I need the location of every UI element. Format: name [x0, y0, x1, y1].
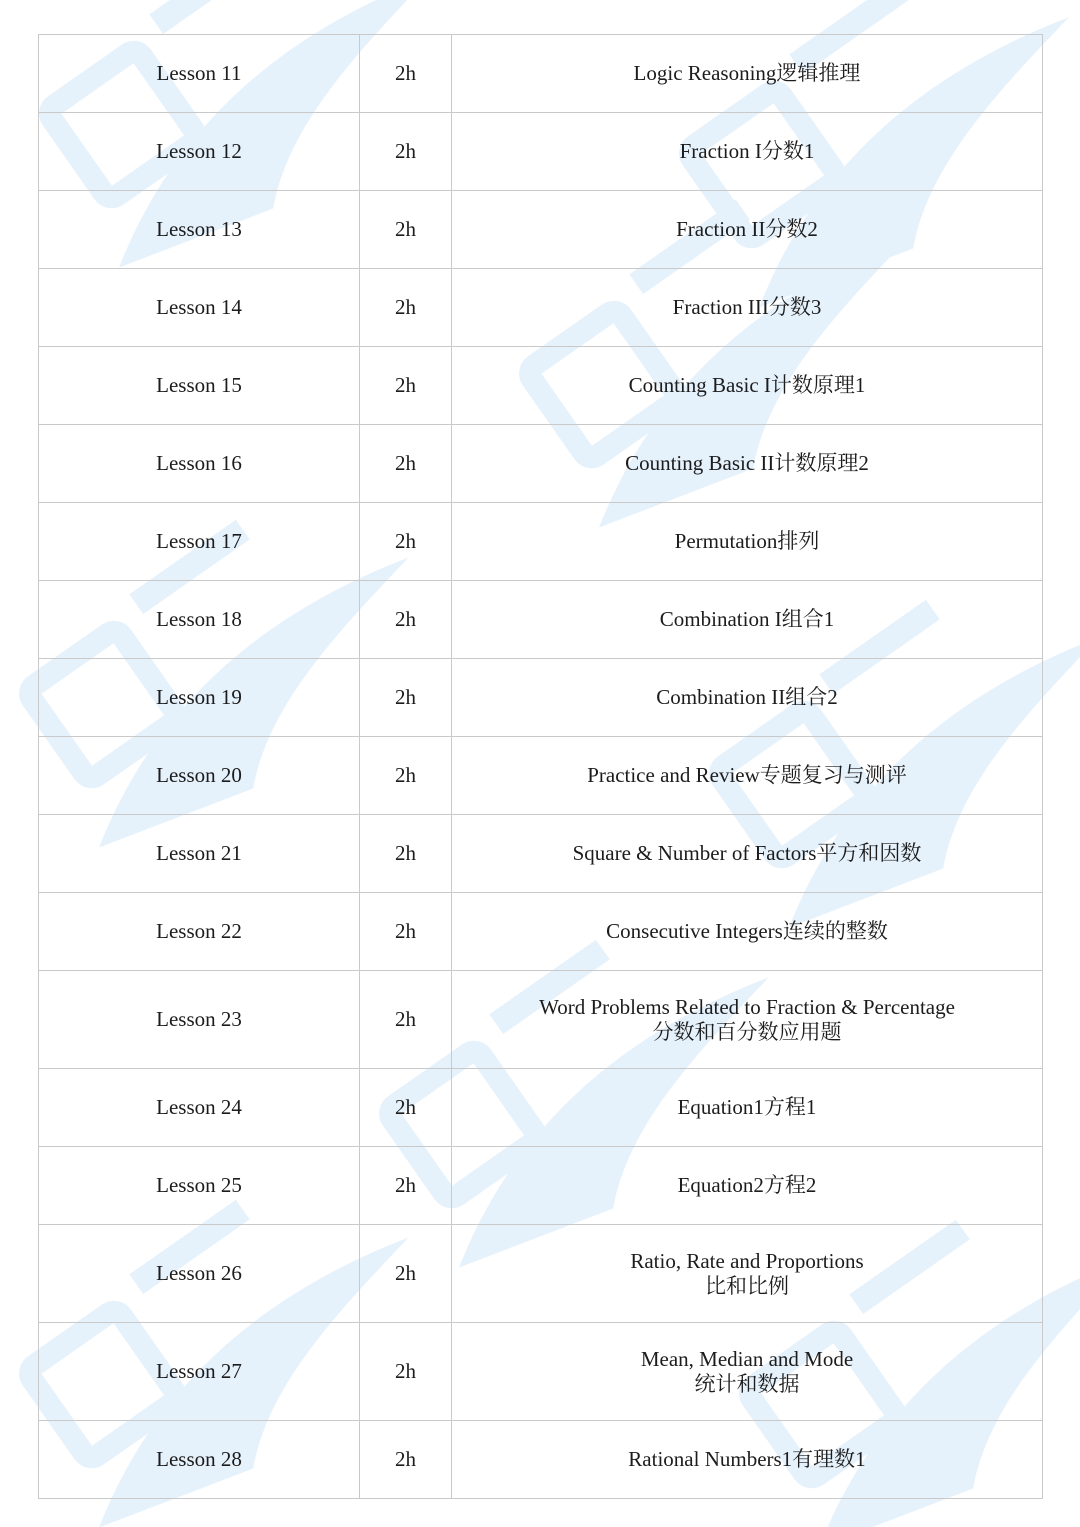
lesson-cell: Lesson 16: [39, 425, 360, 503]
schedule-row: [39, 113, 1043, 191]
topic-line: Rational Numbers1有理数1: [628, 1447, 866, 1471]
topic-cell: [452, 659, 1043, 737]
lesson-cell: Lesson 15: [39, 347, 360, 425]
lesson-cell: Lesson 23: [39, 971, 360, 1069]
topic-cell: [452, 503, 1043, 581]
duration-cell: 2h: [360, 1421, 452, 1499]
topic-line: Ratio, Rate and Proportions: [630, 1248, 864, 1273]
topic-line: Word Problems Related to Fraction & Percentage: [539, 994, 955, 1019]
topic-cell: [452, 347, 1043, 425]
topic-line: Fraction I分数1: [679, 139, 815, 163]
topic-line: Fraction III分数3: [672, 295, 822, 319]
topic-line: 分数和百分数应用题: [652, 1019, 842, 1044]
topic-cell: [452, 893, 1043, 971]
topic-cell: [452, 971, 1043, 1069]
topic-cell: [452, 1147, 1043, 1225]
topic-line: Practice and Review专题复习与测评: [587, 763, 907, 787]
duration-cell: 2h: [360, 1323, 452, 1421]
topic-line: Combination II组合2: [656, 685, 838, 709]
duration-cell: 2h: [360, 503, 452, 581]
duration-cell: 2h: [360, 1225, 452, 1323]
lesson-cell: Lesson 14: [39, 269, 360, 347]
lesson-cell: Lesson 21: [39, 815, 360, 893]
duration-cell: 2h: [360, 737, 452, 815]
duration-cell: 2h: [360, 191, 452, 269]
lesson-cell: Lesson 12: [39, 113, 360, 191]
topic-line: Fraction II分数2: [676, 217, 818, 241]
duration-cell: 2h: [360, 347, 452, 425]
topic-line: Mean, Median and Mode: [640, 1346, 854, 1371]
schedule-row: [39, 347, 1043, 425]
topic-cell: [452, 113, 1043, 191]
topic-cell: [452, 1069, 1043, 1147]
lesson-cell: Lesson 25: [39, 1147, 360, 1225]
lesson-cell: Lesson 17: [39, 503, 360, 581]
topic-cell: [452, 815, 1043, 893]
schedule-row: [39, 893, 1043, 971]
topic-line: Counting Basic II计数原理2: [625, 451, 869, 475]
topic-line: Equation1方程1: [677, 1095, 817, 1119]
topic-line: Permutation排列: [674, 529, 820, 553]
schedule-row: [39, 581, 1043, 659]
schedule-row: [39, 1225, 1043, 1323]
lesson-cell: Lesson 27: [39, 1323, 360, 1421]
schedule-body: [39, 35, 1043, 1499]
duration-cell: 2h: [360, 659, 452, 737]
topic-line: Counting Basic I计数原理1: [628, 373, 866, 397]
topic-line: 比和比例: [705, 1273, 789, 1298]
topic-cell: [452, 581, 1043, 659]
topic-line: Logic Reasoning逻辑推理: [633, 61, 861, 85]
lesson-cell: Lesson 18: [39, 581, 360, 659]
topic-cell: [452, 1225, 1043, 1323]
schedule-row: [39, 503, 1043, 581]
duration-cell: 2h: [360, 815, 452, 893]
duration-cell: 2h: [360, 893, 452, 971]
topic-line: Square & Number of Factors平方和因数: [572, 841, 922, 865]
topic-line: 统计和数据: [694, 1371, 800, 1396]
lesson-cell: Lesson 20: [39, 737, 360, 815]
duration-cell: 2h: [360, 113, 452, 191]
duration-cell: 2h: [360, 581, 452, 659]
topic-cell: [452, 1421, 1043, 1499]
topic-cell: [452, 425, 1043, 503]
duration-cell: 2h: [360, 971, 452, 1069]
schedule-row: [39, 737, 1043, 815]
lesson-cell: Lesson 19: [39, 659, 360, 737]
schedule-row: [39, 659, 1043, 737]
duration-cell: 2h: [360, 269, 452, 347]
topic-line: Combination I组合1: [659, 607, 835, 631]
topic-line: Equation2方程2: [677, 1173, 817, 1197]
schedule-row: [39, 425, 1043, 503]
lesson-cell: Lesson 28: [39, 1421, 360, 1499]
topic-cell: [452, 1323, 1043, 1421]
lesson-cell: Lesson 22: [39, 893, 360, 971]
schedule-row: [39, 1323, 1043, 1421]
course-schedule-table: [38, 34, 1043, 1499]
topic-cell: [452, 35, 1043, 113]
topic-line: Consecutive Integers连续的整数: [606, 919, 888, 943]
schedule-row: [39, 1069, 1043, 1147]
duration-cell: 2h: [360, 1069, 452, 1147]
topic-cell: [452, 737, 1043, 815]
schedule-row: [39, 269, 1043, 347]
lesson-cell: Lesson 13: [39, 191, 360, 269]
schedule-row: [39, 971, 1043, 1069]
schedule-row: [39, 815, 1043, 893]
lesson-cell: Lesson 11: [39, 35, 360, 113]
schedule-row: [39, 1147, 1043, 1225]
schedule-row: [39, 1421, 1043, 1499]
topic-cell: [452, 191, 1043, 269]
schedule-row: [39, 191, 1043, 269]
duration-cell: 2h: [360, 35, 452, 113]
lesson-cell: Lesson 24: [39, 1069, 360, 1147]
schedule-row: [39, 35, 1043, 113]
duration-cell: 2h: [360, 1147, 452, 1225]
lesson-cell: Lesson 26: [39, 1225, 360, 1323]
topic-cell: [452, 269, 1043, 347]
duration-cell: 2h: [360, 425, 452, 503]
